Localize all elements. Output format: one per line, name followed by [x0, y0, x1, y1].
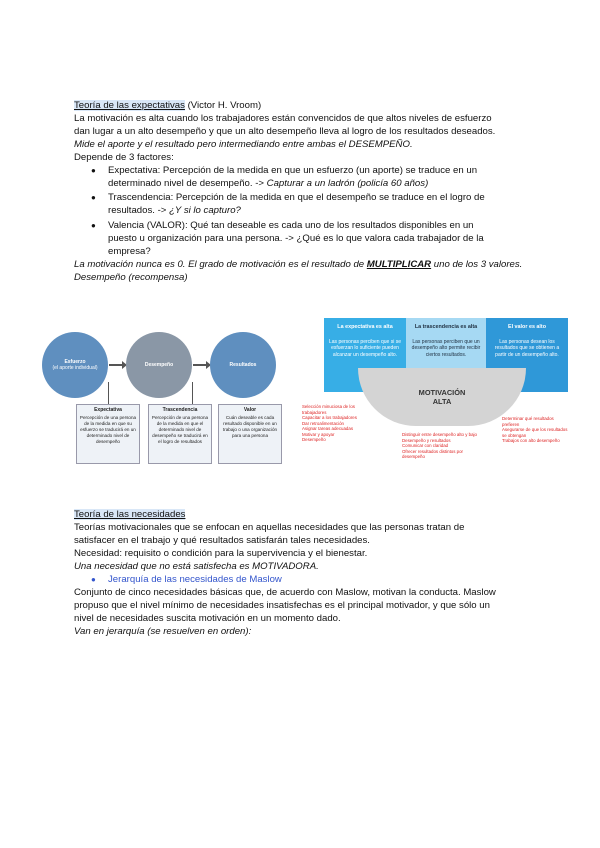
text-span: uno de los 3 valores. — [431, 259, 523, 270]
box-title: Valor — [243, 407, 257, 413]
band-title: El valor es alto — [507, 324, 547, 330]
motivation-arc — [358, 368, 526, 426]
band-title: La trascendencia es alta — [414, 324, 478, 330]
red-item: Asegurarse de que los resultados se obtengan — [502, 427, 568, 438]
bullet-line: Trascendencia: Percepción de la medida en que el desempeño se traduce en el logro de — [108, 192, 485, 203]
bullet-text: resultados. -> — [108, 205, 170, 216]
bullet-line — [108, 204, 241, 217]
band-text: Las personas desean los resultados que se obtienen a partir de un desempeño alto. — [494, 338, 560, 358]
paragraph-line: dan lugar a un alto desempeño y que un alto desempeño lleva al logro de los resultados deseados. — [74, 126, 496, 137]
maslow-link[interactable]: Jerarquía de las necesidades de Maslow — [108, 574, 282, 585]
box-text: Percepción de una persona de la medida en que el determinado nivel de desempeño se traducirá en el logro de resultados — [151, 415, 209, 444]
bullet-line — [108, 177, 428, 190]
connector-line — [108, 382, 109, 404]
high-motivation-diagram — [302, 318, 576, 466]
arrow-right-icon — [193, 364, 207, 366]
expectancy-box — [76, 404, 140, 464]
circle-subtitle: (el aporte individual) — [52, 365, 98, 371]
paragraph-line: nivel de necesidades suscita motivación en un momento dado. — [74, 613, 341, 624]
performance-circle — [126, 332, 192, 398]
arc-line1: MOTIVACIÓN — [418, 388, 466, 397]
red-item: Motivar y apoyar — [302, 431, 335, 437]
left-red-list — [302, 404, 360, 443]
red-item: Comunicar con claridad — [402, 443, 449, 448]
bullet-line: Valencia (VALOR): Qué tan deseable es cada uno de los resultados disponibles en un — [108, 220, 474, 231]
right-red-list — [502, 416, 572, 444]
box-text: Percepción de una persona de la medida en que su esfuerzo se traducirá en un determinado nivel de desempeño — [79, 415, 137, 444]
box-title: Trascendencia — [162, 407, 198, 413]
red-item: Asignar tareas adecuadas — [302, 426, 354, 431]
bullet-line: empresa? — [108, 246, 151, 257]
bullet-marker: ● — [91, 575, 96, 584]
red-item: Selección minuciosa de los trabajadores — [302, 404, 355, 415]
section2-heading — [74, 508, 185, 521]
paragraph-line: Conjunto de cinco necesidades básicas que, de acuerdo con Maslow, motivan la conducta. Maslow — [74, 587, 496, 598]
paragraph-line: satisfacer en el trabajo y qué resultados satisfarán tales necesidades. — [74, 535, 370, 546]
text-span: La motivación nunca es 0. El grado de motivación es el resultado de — [74, 259, 367, 270]
red-item: Determinar qué resultados prefieren — [502, 416, 554, 427]
paragraph-line: La motivación es alta cuando los trabajadores están convencidos de que altos niveles de esfuerzo — [74, 113, 492, 124]
multiplicar-emphasis: MULTIPLICAR — [366, 259, 432, 270]
results-circle — [210, 332, 276, 398]
red-item: Trabajos con alto desempeño — [502, 438, 560, 443]
red-item: Dar retroalimentación — [302, 420, 344, 426]
box-title: Expectativa — [94, 407, 122, 413]
band-text: Las personas perciben que un desempeño alto permite recibir ciertos resultados. — [411, 338, 481, 358]
band-text: Las personas perciben que si se esfuerzan lo suficiente pueden alcanzar un desempeño alto. — [329, 338, 401, 358]
red-item: Desempeño — [302, 437, 326, 442]
red-item: Desempeño y resultados — [402, 437, 451, 443]
box-text: Cuán deseable es cada resultado disponible en un trabajo o una organización para una persona — [222, 415, 278, 438]
bullet-line: Expectativa: Percepción de la medida en que un esfuerzo (un aporte) se traduce en un — [108, 165, 478, 176]
arrow-right-icon — [109, 364, 123, 366]
bullet-line: puesto u organización para una persona. -> ¿Qué es lo que valora cada trabajador de la — [108, 233, 484, 244]
paragraph-line: Una necesidad que no está satisfecha es MOTIVADORA. — [74, 561, 319, 572]
paragraph-line: propuso que el nivel mínimo de necesidades insatisfechas es el principal motivador, y que sólo un — [74, 600, 490, 611]
paragraph-line: Depende de 3 factores: — [74, 152, 174, 163]
red-item: Capacitar a los trabajadores — [302, 415, 357, 420]
bullet-example: Capturar a un ladrón (policía 60 años) — [266, 178, 429, 189]
bullet-marker: ● — [91, 193, 96, 202]
circle-title: Esfuerzo — [64, 359, 86, 365]
section2-title: Teoría de las necesidades — [74, 509, 186, 520]
connector-line — [192, 382, 193, 404]
bullet-example: ¿Y si lo capturo? — [169, 205, 241, 216]
red-item: Ofrecer resultados distintos por desempeño — [402, 448, 464, 459]
middle-red-list — [402, 432, 482, 460]
instrumentality-box — [148, 404, 212, 464]
paragraph-line: Necesidad: requisito o condición para la supervivencia y el bienestar. — [74, 548, 368, 559]
section1-title: Teoría de las expectativas — [74, 100, 185, 111]
expectancy-diagram — [42, 322, 282, 468]
section1-author: (Victor H. Vroom) — [184, 100, 262, 111]
bullet-marker: ● — [91, 166, 96, 175]
paragraph-line — [74, 258, 522, 271]
paragraph-line: Mide el aporte y el resultado pero intermediando entre ambas el DESEMPEÑO. — [74, 139, 413, 150]
paragraph-line: Desempeño (recompensa) — [74, 272, 188, 283]
effort-circle — [42, 332, 108, 398]
circle-title: Resultados — [229, 362, 257, 368]
circle-title: Desempeño — [144, 362, 174, 368]
band-title: La expectativa es alta — [337, 324, 393, 330]
paragraph-line: Van en jerarquía (se resuelven en orden): — [74, 626, 252, 637]
bullet-text: determinado nivel de desempeño. -> — [108, 178, 267, 189]
arc-line2: ALTA — [432, 397, 452, 406]
red-item: Distinguir entre desempeño alto y bajo — [402, 432, 477, 437]
section1-heading — [74, 99, 261, 112]
valence-box — [218, 404, 282, 464]
bullet-marker: ● — [91, 221, 96, 230]
paragraph-line: Teorías motivacionales que se enfocan en aquellas necesidades que las personas tratan de — [74, 522, 465, 533]
